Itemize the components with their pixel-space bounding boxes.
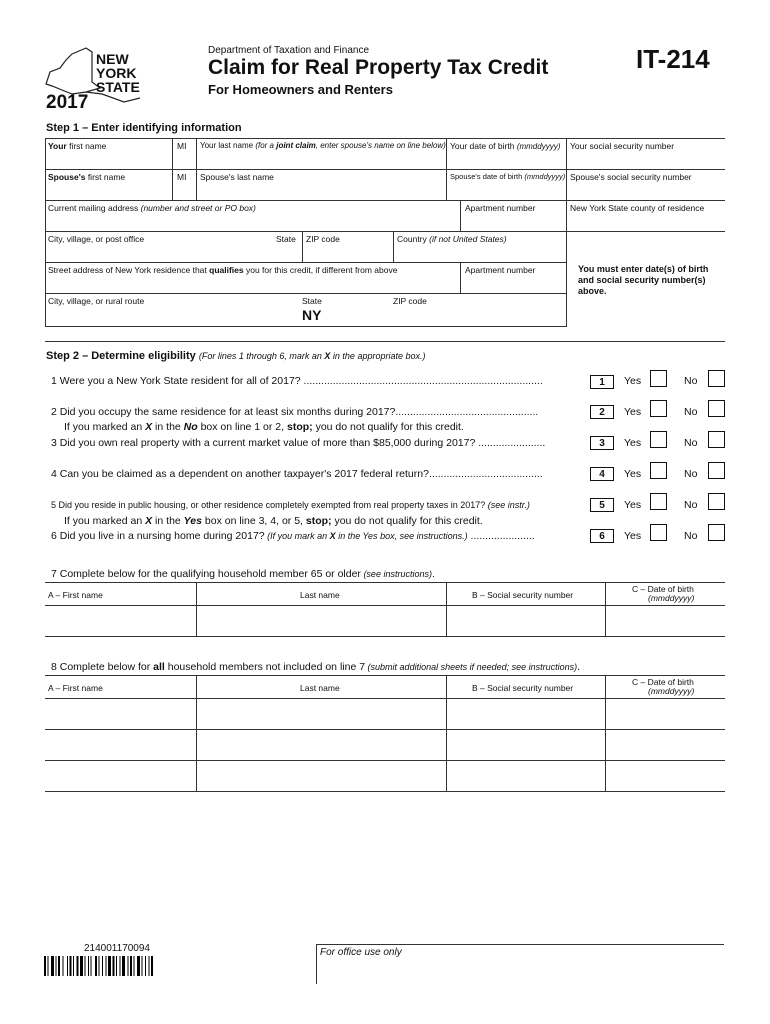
line8-instruction: 8 Complete below for all household members not included on line 7 (submit additional sheets if needed; see instructions). (51, 661, 581, 673)
question-6: 6 Did you live in a nursing home during 2017? (If you mark an X in the Yes box, see instructions.) ...................... (51, 530, 535, 542)
spouse-mi-label: MI (177, 172, 187, 182)
spouse-dob-label: Spouse's date of birth (mmddyyyy) (450, 172, 566, 181)
yes-checkbox-1[interactable] (650, 370, 667, 387)
line-number-6: 6 (590, 529, 614, 543)
no-label-2: No (684, 406, 698, 418)
no-checkbox-6[interactable] (708, 524, 725, 541)
line7-dob-header: C – Date of birth (632, 584, 694, 594)
yes-checkbox-6[interactable] (650, 524, 667, 541)
rural-city-label: City, village, or rural route (48, 296, 145, 306)
no-label-3: No (684, 437, 698, 449)
yes-checkbox-4[interactable] (650, 462, 667, 479)
state-2-label: State (302, 296, 322, 306)
yes-label-4: Yes (624, 468, 642, 480)
no-checkbox-3[interactable] (708, 431, 725, 448)
line-number-4: 4 (590, 467, 614, 481)
stop-note-1: If you marked an X in the No box on line 1 or 2, stop; you do not qualify for this credit. (64, 421, 464, 433)
state-label: State (276, 234, 296, 244)
street-address-label: Street address of New York residence that qualifies you for this credit, if different from above (48, 265, 398, 275)
yes-checkbox-5[interactable] (650, 493, 667, 510)
line7-first-name-header: A – First name (48, 590, 103, 600)
line8-row-3[interactable] (46, 761, 724, 790)
line8-ssn-header: B – Social security number (472, 683, 574, 693)
question-2: 2 Did you occupy the same residence for at least six months during 2017?................................................. (51, 406, 539, 418)
step1-heading: Step 1 – Enter identifying information (46, 122, 242, 134)
question-4: 4 Can you be claimed as a dependent on another taxpayer's 2017 federal return?....................................... (51, 468, 543, 480)
state-line-1: NEW (96, 51, 129, 67)
line-number-1: 1 (590, 375, 614, 389)
apartment-number-2-label: Apartment number (465, 265, 536, 275)
line8-dob-format: (mmddyyyy) (648, 686, 695, 696)
department-name: Department of Taxation and Finance (208, 45, 370, 56)
line8-row-1[interactable] (46, 699, 724, 728)
stop-note-2: If you marked an X in the Yes box on line 3, 4, or 5, stop; you do not qualify for this credit. (64, 515, 483, 527)
no-label-6: No (684, 530, 698, 542)
no-checkbox-4[interactable] (708, 462, 725, 479)
apartment-number-label: Apartment number (465, 203, 536, 213)
form-year: 2017 (46, 92, 89, 113)
your-dob-label: Your date of birth (mmddyyyy) (450, 141, 561, 151)
question-3: 3 Did you own real property with a current market value of more than $85,000 during 2017? ....................... (51, 437, 546, 449)
form-title: Claim for Real Property Tax Credit (208, 56, 549, 79)
country-label: Country (if not United States) (397, 234, 507, 244)
your-mi-label: MI (177, 141, 187, 151)
line-number-2: 2 (590, 405, 614, 419)
line8-dob-header: C – Date of birth (632, 677, 694, 687)
your-last-name-label: Your last name (for a joint claim, enter spouse's name on line below) (200, 141, 446, 150)
city-label: City, village, or post office (48, 234, 145, 244)
your-ssn-label: Your social security number (570, 141, 675, 151)
step2-heading: Step 2 – Determine eligibility (For lines 1 through 6, mark an X in the appropriate box.) (46, 350, 426, 362)
no-checkbox-1[interactable] (708, 370, 725, 387)
line-number-5: 5 (590, 498, 614, 512)
zip-label: ZIP code (306, 234, 340, 244)
line7-last-name-header: Last name (300, 590, 340, 600)
your-first-name-label: Your first name (48, 141, 107, 151)
no-label-1: No (684, 375, 698, 387)
line7-ssn-header: B – Social security number (472, 590, 574, 600)
yes-label-1: Yes (624, 375, 642, 387)
line7-dob-format: (mmddyyyy) (648, 593, 695, 603)
state-value: NY (302, 307, 322, 323)
question-1: 1 Were you a New York State resident for all of 2017? .................................................................................. (51, 375, 543, 387)
zip-2-label: ZIP code (393, 296, 427, 306)
form-subtitle: For Homeowners and Renters (208, 82, 393, 97)
line7-row[interactable] (46, 606, 724, 635)
county-label: New York State county of residence (570, 203, 705, 213)
mailing-address-label: Current mailing address (number and street or PO box) (48, 203, 256, 213)
spouse-first-name-label: Spouse's first name (48, 172, 126, 182)
spouse-ssn-label: Spouse's social security number (570, 172, 692, 182)
yes-label-2: Yes (624, 406, 642, 418)
question-5: 5 Did you reside in public housing, or other residence completely exempted from real property taxes in 2017? (see instr.) (51, 500, 530, 510)
state-line-3: STATE (96, 79, 140, 95)
form-number: IT-214 (636, 44, 710, 74)
yes-label-3: Yes (624, 437, 642, 449)
yes-checkbox-2[interactable] (650, 400, 667, 417)
no-checkbox-2[interactable] (708, 400, 725, 417)
line-number-3: 3 (590, 436, 614, 450)
line8-last-name-header: Last name (300, 683, 340, 693)
state-line-2: YORK (96, 65, 137, 81)
line8-first-name-header: A – First name (48, 683, 103, 693)
office-use-label: For office use only (320, 947, 402, 958)
no-label-5: No (684, 499, 698, 511)
barcode (44, 956, 194, 976)
spouse-last-name-label: Spouse's last name (200, 172, 274, 182)
line7-instruction: 7 Complete below for the qualifying household member 65 or older (see instructions). (51, 568, 435, 580)
dob-ssn-notice: You must enter date(s) of birth and social security number(s) above. (578, 264, 709, 296)
yes-checkbox-3[interactable] (650, 431, 667, 448)
line8-row-2[interactable] (46, 730, 724, 759)
no-checkbox-5[interactable] (708, 493, 725, 510)
yes-label-6: Yes (624, 530, 642, 542)
yes-label-5: Yes (624, 499, 642, 511)
barcode-number: 214001170094 (84, 943, 150, 954)
no-label-4: No (684, 468, 698, 480)
